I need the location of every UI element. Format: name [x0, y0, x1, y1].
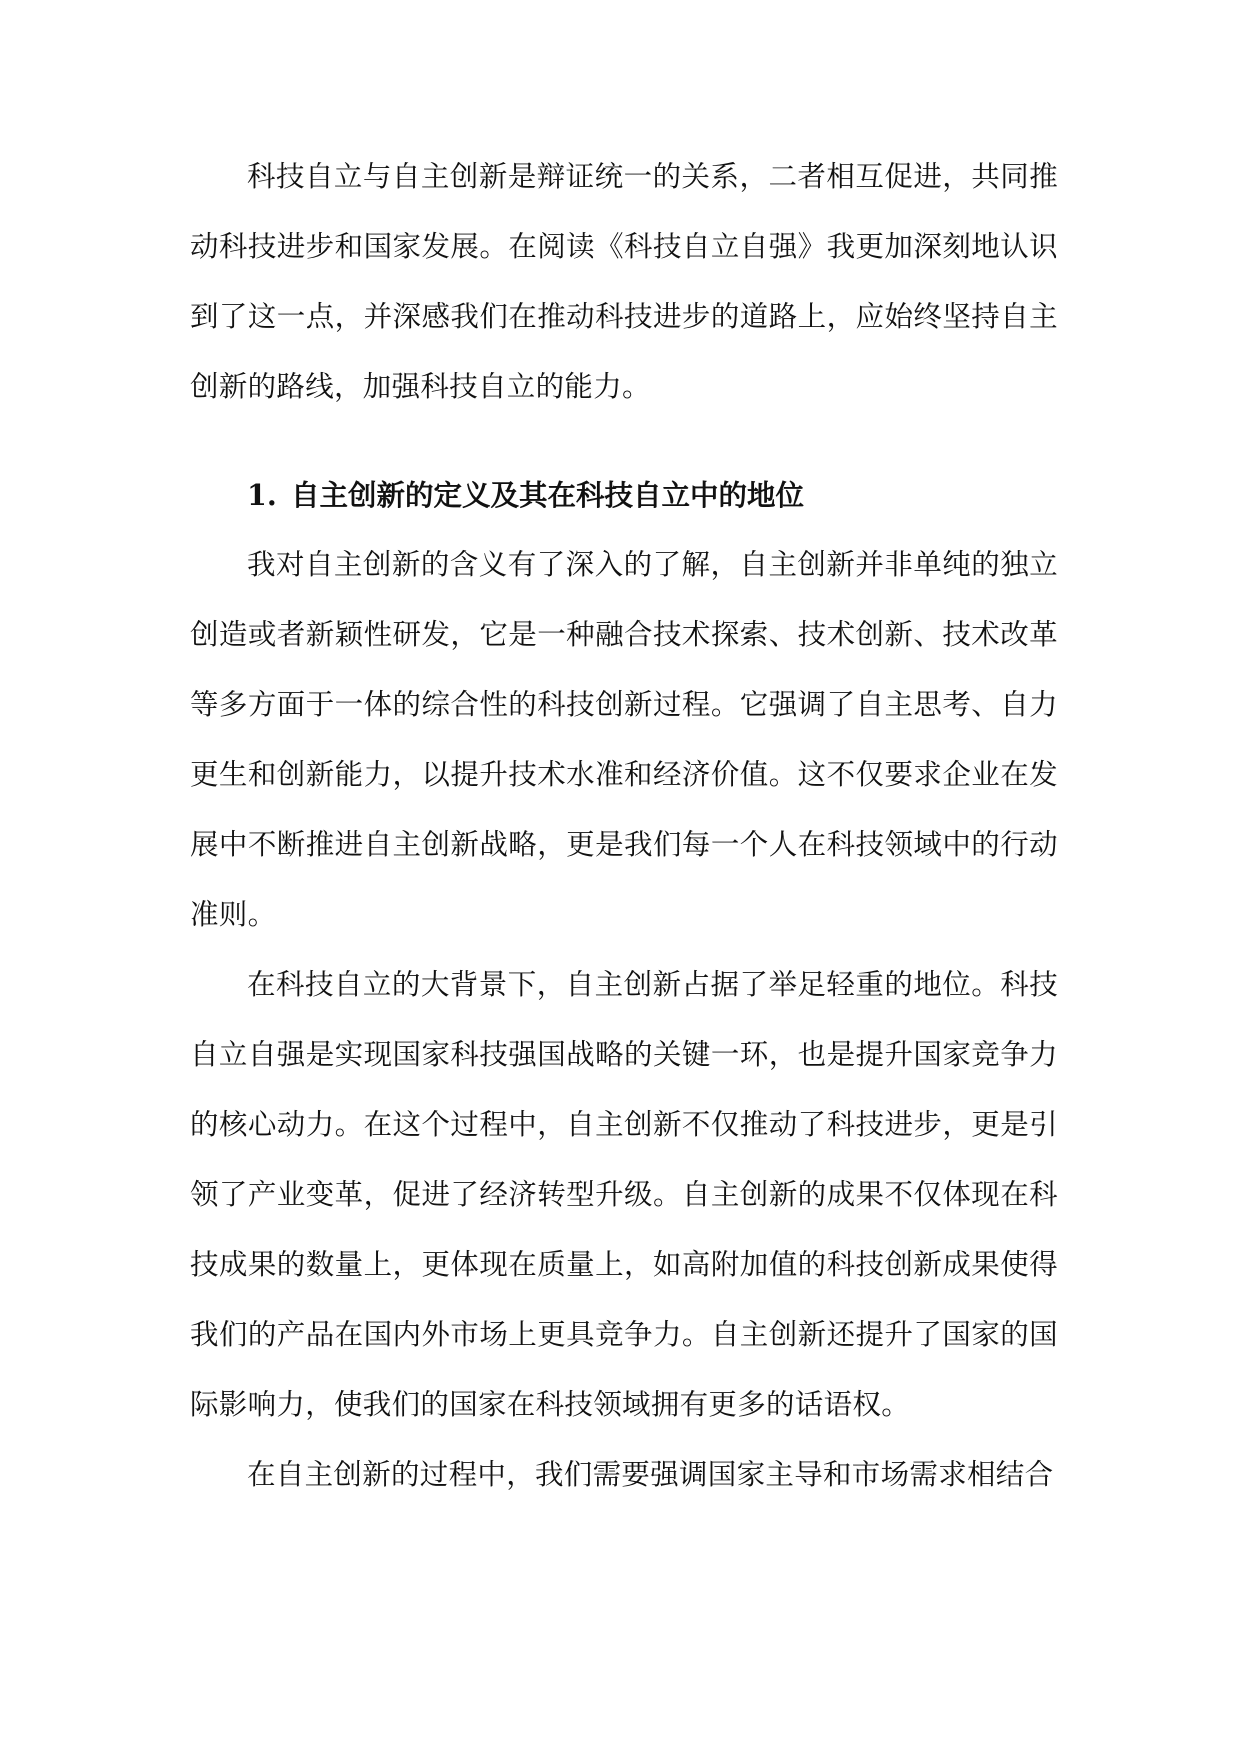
- section-title: 自主创新的定义及其在科技自立中的地位: [291, 478, 805, 512]
- document-body: [190, 142, 1058, 1510]
- body-paragraph-3: 在自主创新的过程中，我们需要强调国家主导和市场需求相结合: [247, 1458, 1054, 1491]
- body-paragraph-2: 在科技自立的大背景下，自主创新占据了举足轻重的地位。科技自立自强是实现国家科技强国战略的关键一环，也是提升国家竞争力的核心动力。在这个过程中，自主创新不仅推动了科技进步，更是引领了产业变革，促进了经济转型升级。自主创新的成果不仅体现在科技成果的数量上，更体现在质量上，如高附加值的科技创新成果使得我们的产品在国内外市场上更具竞争力。自主创新还提升了国家的国际影响力，使我们的国家在科技领域拥有更多的话语权。: [190, 968, 1058, 1421]
- section-number: 1.: [247, 478, 277, 512]
- body-paragraph-1: 我对自主创新的含义有了深入的了解，自主创新并非单纯的独立创造或者新颖性研发，它是一种融合技术探索、技术创新、技术改革等多方面于一体的综合性的科技创新过程。它强调了自主思考、自力更生和创新能力，以提升技术水准和经济价值。这不仅要求企业在发展中不断推进自主创新战略，更是我们每一个人在科技领域中的行动准则。: [190, 548, 1058, 931]
- intro-paragraph: 科技自立与自主创新是辩证统一的关系，二者相互促进，共同推动科技进步和国家发展。在阅读《科技自立自强》我更加深刻地认识到了这一点，并深感我们在推动科技进步的道路上，应始终坚持自主创新的路线，加强科技自立的能力。: [190, 160, 1058, 403]
- section-heading: [190, 460, 1058, 530]
- section-spacer: [190, 422, 1058, 460]
